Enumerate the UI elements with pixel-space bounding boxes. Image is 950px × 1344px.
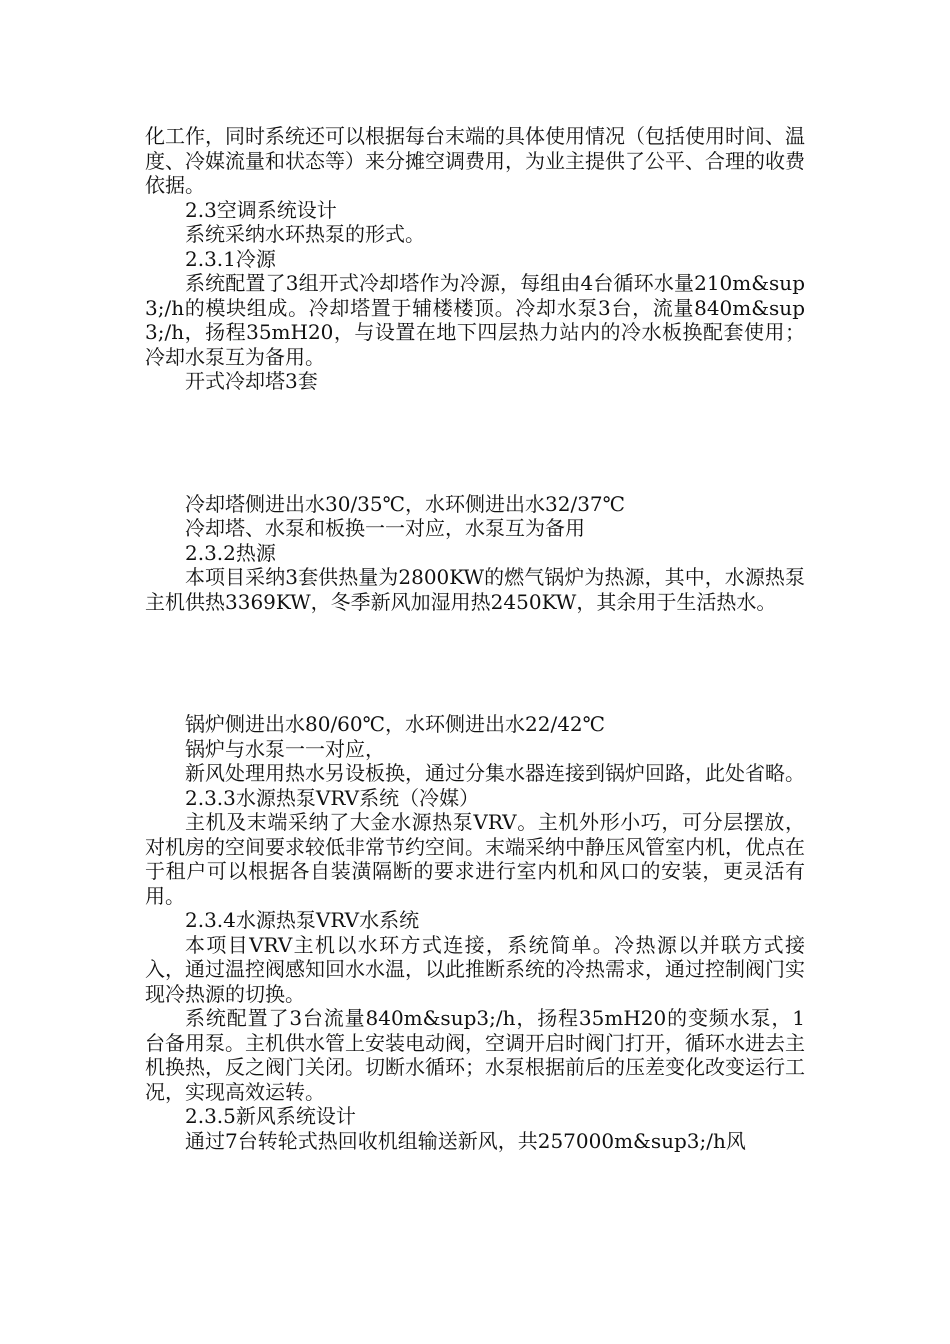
- paragraph-intro-continuation: 化工作，同时系统还可以根据每台末端的具体使用情况（包括使用时间、温度、冷媒流量和状态等）来分摊空调费用，为业主提供了公平、合理的收费依据。: [145, 124, 805, 197]
- figure-placeholder-heating: [145, 614, 805, 712]
- figure-caption-cooling-tower: 开式冷却塔3套: [185, 369, 318, 393]
- paragraph-fresh-air-heat: 新风处理用热水另设板换，通过分集水器连接到锅炉回路，此处省略。: [185, 761, 805, 785]
- paragraph-cooling-mapping: 冷却塔、水泵和板换一一对应，水泵互为备用: [185, 516, 585, 540]
- document-body: [145, 124, 805, 1153]
- section-heading-2-3-3: 2.3.3水源热泵VRV系统（冷媒）: [185, 785, 480, 810]
- section-heading-2-3-4: 2.3.4水源热泵VRV水系统: [185, 908, 420, 932]
- paragraph-vrv-units: 主机及末端采纳了大金水源热泵VRV。主机外形小巧，可分层摆放，对机房的空间要求较低非常节约空间。末端采纳中静压风管室内机，优点在于租户可以根据各自装潢隔断的要求进行室内机和风口的安装，更灵活有用。: [145, 810, 805, 908]
- section-heading-2-3-2: 2.3.2热源: [185, 540, 276, 565]
- paragraph-cooling-temps: 冷却塔侧进出水30/35℃，水环侧进出水32/37℃: [185, 491, 626, 516]
- paragraph-cooling-source: 系统配置了3组开式冷却塔作为冷源，每组由4台循环水量210m&sup3;/h的模块组成。冷却塔置于辅楼楼顶。冷却水泵3台，流量840m&sup3;/h，扬程35mH20，与设置在地下四层热力站内的冷水板换配套使用；冷却水泵互为备用。: [145, 271, 805, 369]
- paragraph-vrv-water-loop: 本项目VRV主机以水环方式连接，系统简单。冷热源以并联方式接入，通过温控阀感知回水水温，以此推断系统的冷热需求，通过控制阀门实现冷热源的切换。: [145, 932, 805, 1006]
- section-heading-2-3: 2.3空调系统设计: [185, 197, 337, 222]
- section-heading-2-3-5: 2.3.5新风系统设计: [185, 1104, 356, 1128]
- paragraph-boiler-temps: 锅炉侧进出水80/60℃，水环侧进出水22/42℃: [185, 712, 606, 736]
- paragraph-boiler-mapping: 锅炉与水泵一一对应，: [185, 736, 385, 761]
- figure-placeholder-cooling: [145, 394, 805, 492]
- paragraph-vrv-pumps: 系统配置了3台流量840m&sup3;/h，扬程35mH20的变频水泵，1台备用泵。主机供水管上安装电动阀，空调开启时阀门打开，循环水进去主机换热，反之阀门关闭。切断水循环；水泵根据前后的压差变化改变运行工况，实现高效运转。: [145, 1006, 805, 1104]
- section-heading-2-3-1: 2.3.1冷源: [185, 246, 276, 271]
- paragraph-fresh-air: 通过7台转轮式热回收机组输送新风，共257000m&sup3;/h风: [185, 1128, 746, 1153]
- paragraph-heat-source: 本项目采纳3套供热量为2800KW的燃气锅炉为热源，其中，水源热泵主机供热3369KW，冬季新风加湿用热2450KW，其余用于生活热水。: [145, 565, 805, 614]
- paragraph-system-form: 系统采纳水环热泵的形式。: [185, 222, 425, 246]
